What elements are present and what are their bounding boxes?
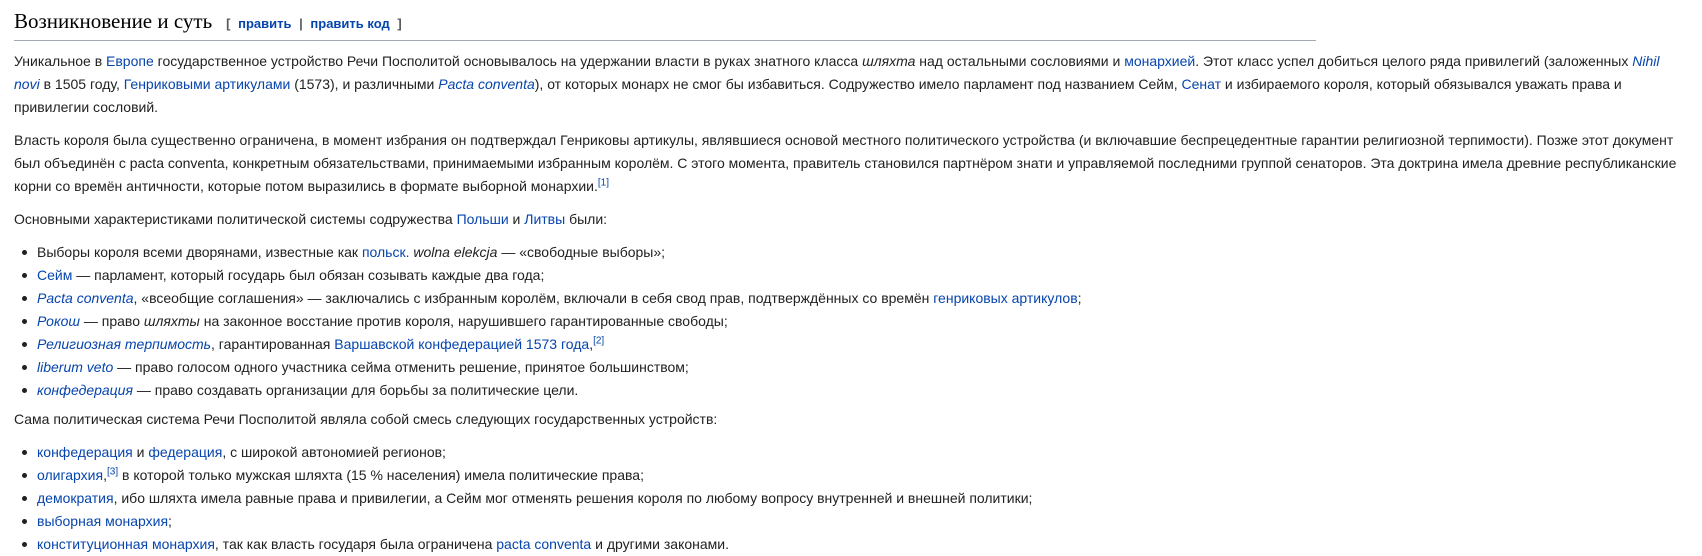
text: Сама политическая система Речи Посполитой являла собой смесь следующих государственных устройств: [14,411,718,428]
reference-3[interactable] [107,467,118,478]
list-item [37,241,1688,264]
paragraph-intro [14,50,1688,119]
text: — право голосом одного участника сейма отменить решение, принятое большинством; [113,359,689,376]
paragraph-king-power [14,129,1688,198]
list-item [37,379,1688,402]
text: ; [168,513,172,530]
list-item [37,441,1688,464]
text: в которой только мужская шляхта (15 % населения) имела политические права; [118,467,644,484]
link-rokosz-text: Рокош [37,313,80,330]
text: ; [1077,290,1082,307]
link-pacta-conventa[interactable] [438,76,535,92]
text: и [508,211,525,228]
list-item [37,510,1688,533]
italic-szlachta: шляхта [862,53,916,70]
text: государственное устройство Речи Посполитой основывалось на удержании власти в руках знатного класса [153,53,863,70]
text: и другими законами. [591,536,730,553]
text: Выборы короля всеми дворянами, известные как [37,244,362,261]
reference-2-link[interactable]: [2] [593,335,605,347]
text: — право [79,313,144,330]
characteristics-list [37,241,1688,402]
edit-code-link[interactable]: править код [310,16,390,31]
link-confederation[interactable]: конфедерация [37,444,133,461]
list-item [37,264,1688,287]
text: Уникальное в [14,53,107,70]
text: ), от которых монарх не смог бы избавиться. Содружество имело парламент под названием Сейм, [534,76,1182,93]
paragraph-characteristics [14,208,1688,231]
reference-1[interactable] [598,178,609,189]
link-religious-tolerance[interactable] [37,336,211,352]
edit-bracket-open: [ [226,16,231,31]
paragraph-system-mix [14,408,1688,431]
list-item [37,533,1688,556]
text: . Этот класс успел добиться целого ряда привилегий (заложенных [1195,53,1633,70]
link-democracy[interactable]: демократия [37,490,114,507]
link-religious-tolerance-text: Религиозная терпимость [37,336,212,353]
link-pacta-conventa-text: Pacta conventa [37,290,134,307]
link-pacta-conventa-text: Pacta conventa [438,76,535,93]
link-warsaw-confederation[interactable]: Варшавской конфедерацией 1573 года [334,336,590,353]
link-europe[interactable]: Европе [106,53,154,70]
text: , «всеобщие соглашения» — заключались с избранным королём, включали в себя свод прав, подтверждённых со времён [133,290,934,307]
edit-section-links [226,16,402,33]
text: и [132,444,149,461]
text: Власть короля была существенно ограничена, в момент избрания он подтверждал Генриковы артикулы, являвшиеся основой местного политического устройства (и включавшие беспрецедентные гарантии религиозной терпимости). Позже этот документ был объединён с pacta conventa, конкретным обязательствами, принимаемыми избранным королём. С этого момента, правитель становился партнёром знати и управляемой последними группой сенаторов. Эта доктрина имела древние республиканские корни со времён античности, которые потом выразились в формате выборной монархии. [14,132,1677,195]
text: в 1505 году, [39,76,124,93]
text: были: [565,211,608,228]
link-henrician-articles[interactable]: генриковых артикулов [933,290,1078,307]
reference-2[interactable] [593,336,604,347]
heading-title: Возникновение и суть [14,9,213,33]
link-monarchy[interactable]: монархией [1124,53,1196,70]
text: , гарантированная [211,336,335,353]
text: — право создавать организации для борьбы за политические цели. [132,382,579,399]
reference-1-link[interactable]: [1] [597,177,609,189]
text: Основными характеристиками политической системы содружества [14,211,457,228]
text: — парламент, который государь был обязан созывать каждые два года; [72,267,545,284]
reference-3-link[interactable]: [3] [106,466,119,478]
text: , ибо шляхта имела равные права и привилегии, а Сейм мог отменять решения короля по любому вопросу внутренней и внешней политики; [113,490,1033,507]
text: , так как власть государя была ограничена [214,536,497,553]
link-lithuania[interactable]: Литвы [524,211,566,228]
link-confederation[interactable] [37,382,133,398]
link-henrician-articles[interactable]: Генриковыми артикулами [123,76,291,93]
link-federation[interactable]: федерация [148,444,223,461]
systems-list [37,441,1688,556]
list-item [37,464,1688,487]
italic-wolna-elekcja: wolna elekcja [413,244,498,261]
italic-szlachta: шляхты [143,313,200,330]
section-heading [14,8,1316,41]
link-polish-lang[interactable]: польск. [361,244,410,261]
list-item [37,287,1688,310]
link-nihil-novi-text: Nihil novi [14,53,1660,93]
text: и избираемого короля, который обязывался уважать права и привилегии сословий. [14,76,1622,116]
text: (1573), и различными [290,76,439,93]
link-pacta-conventa[interactable] [37,290,134,306]
list-item [37,310,1688,333]
link-senate[interactable]: Сенат [1181,76,1222,93]
text: — «свободные выборы»; [497,244,666,261]
edit-bracket-close: ] [397,16,402,31]
text: на законное восстание против короля, нарушившего гарантированные свободы; [199,313,728,330]
link-elective-monarchy[interactable]: выборная монархия [37,513,169,530]
link-oligarchy[interactable]: олигархия [37,467,104,484]
text: , [103,467,107,484]
link-constitutional-monarchy[interactable]: конституционная монархия [37,536,215,553]
text: , [589,336,594,353]
list-item [37,356,1688,379]
link-pacta-conventa[interactable]: pacta conventa [496,536,592,553]
text: над остальными сословиями и [915,53,1125,70]
list-item [37,487,1688,510]
link-poland[interactable]: Польши [456,211,509,228]
link-confederation-text: конфедерация [37,382,133,399]
edit-separator: | [299,16,303,31]
link-liberum-veto-text: liberum veto [37,359,114,376]
list-item [37,333,1688,356]
link-sejm[interactable]: Сейм [37,267,73,284]
link-rokosz[interactable] [37,313,80,329]
edit-link[interactable]: править [238,16,292,31]
text: , с широкой автономией регионов; [222,444,446,461]
link-liberum-veto[interactable] [37,359,113,375]
